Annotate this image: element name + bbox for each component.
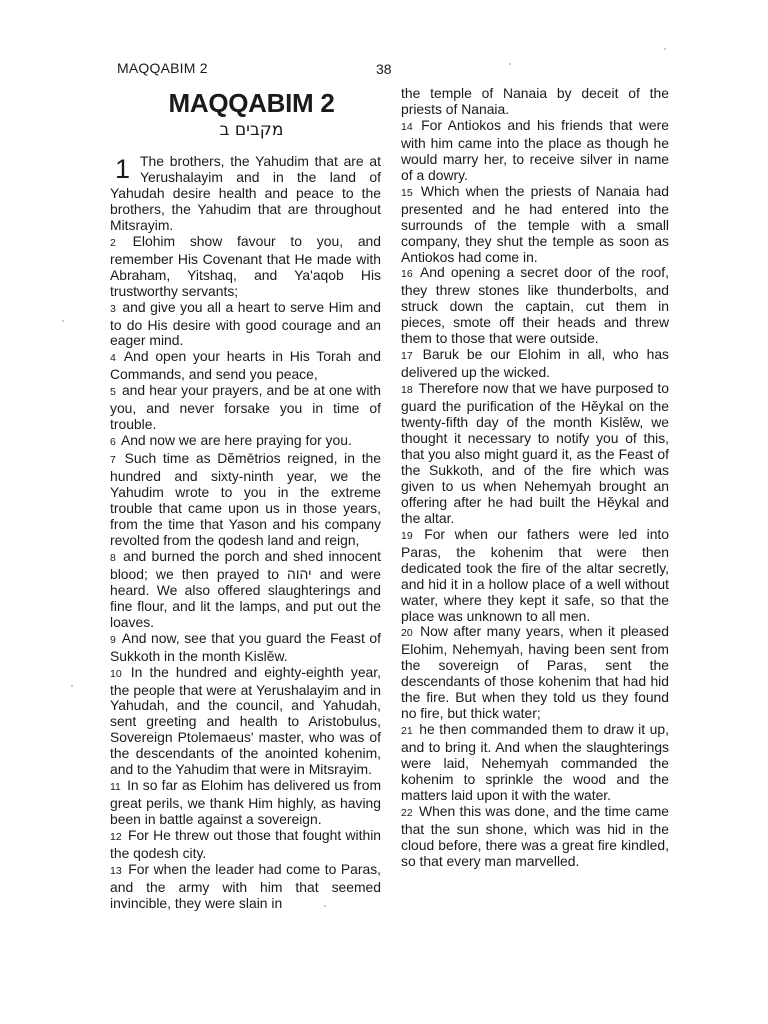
- verse: [401, 184, 669, 266]
- verse-text: and hear your prayers, and be at one with you, and never forsake you in time of trouble.: [110, 382, 382, 433]
- verse-number: 5: [110, 386, 116, 399]
- verse-text: In the hundred and eighty-eighth year, the people that were at Yerushalayim and in Yahudah, and the council, and Yahudah, sent greeting and health to Aristobulus, Sovereign Ptolemaeus' master, who was of the descendants of the anointed kohenim, and to the Yahudim that were in Mitsrayim.: [110, 663, 382, 778]
- verse-number: 14: [401, 120, 413, 133]
- verse-number: 10: [110, 667, 122, 680]
- verse: [110, 631, 381, 665]
- book-subtitle: מקבים ב: [219, 120, 284, 140]
- verse-number: 9: [110, 633, 116, 646]
- right-column: [401, 86, 669, 870]
- scan-speck: [324, 905, 326, 907]
- verse-number: 15: [401, 186, 413, 199]
- running-head: MAQQABIM 2: [117, 60, 208, 76]
- verse: [401, 347, 669, 381]
- book-title: MAQQABIM 2: [168, 88, 335, 118]
- verse-text: Such time as Dĕmētrios reigned, in the hundred and sixty-ninth year, we the Yahudim wrote to you in the extreme trouble that came upon us in those years, from the time that Yason and his company revolted from the qodesh land and reign,: [110, 450, 382, 548]
- scan-speck: [71, 685, 73, 687]
- verse: [110, 862, 381, 912]
- left-verse-list: [110, 234, 381, 912]
- right-verse-list: [401, 86, 669, 870]
- verse-number: 17: [401, 350, 413, 363]
- verse-number: 11: [110, 781, 121, 794]
- verse-text: For when the leader had come to Paras, and the army with him that seemed invincible, they were slain in: [110, 860, 381, 911]
- scan-speck: [62, 320, 64, 322]
- verse: [401, 118, 669, 184]
- verse-text: For Antiokos and his friends that were with him came into the place as though he would marry her, to receive silver in name of a dowry.: [401, 116, 669, 183]
- verse-number: 7: [110, 454, 116, 467]
- verse-text: Baruk be our Elohim in all, who has delivered up the wicked.: [401, 346, 670, 381]
- verse: [110, 828, 381, 862]
- verse: [110, 778, 381, 828]
- verse: [401, 804, 669, 870]
- verse: [110, 300, 381, 350]
- verse: [110, 549, 381, 631]
- verse-text: and give you all a heart to serve Him and to do His desire with good courage and an eager mind.: [110, 298, 381, 349]
- verse-number: 3: [110, 302, 116, 315]
- page-number: 38: [376, 61, 392, 77]
- verse: [401, 527, 669, 625]
- verse: [401, 624, 669, 722]
- verse-text: the temple of Nanaia by deceit of the priests of Nanaia.: [401, 85, 669, 117]
- verse-text: And now, see that you guard the Feast of Sukkoth in the month Kislĕw.: [110, 629, 382, 664]
- verse-number: 6: [110, 436, 116, 449]
- scan-speck: [509, 63, 511, 65]
- verse-number: 12: [110, 831, 122, 844]
- verse-number: 21: [401, 725, 413, 738]
- verse: [110, 349, 381, 383]
- verse-number: 16: [401, 268, 413, 281]
- verse-text: When this was done, and the time came that the sun shone, which was hid in the cloud before, there was a great fire kindled, so that every man marvelled.: [401, 802, 669, 869]
- scan-speck: [664, 48, 666, 50]
- verse-number: 13: [110, 864, 122, 877]
- verse-text: For when our fathers were led into Paras, the kohenim that were then dedicated took the fire of the altar secretly, and hid it in a hollow place of a well without water, where they kept it safe, so that the place was unknown to all men.: [401, 525, 670, 624]
- verse-text: Which when the priests of Nanaia had presented and he had entered into the surrounds of the temple with a small company, they shut the temple as soon as Antiokos had come in.: [401, 182, 669, 265]
- verse-number: 22: [401, 806, 413, 819]
- verse: [401, 86, 669, 118]
- verse-text: The brothers, the Yahudim that are at Yerushalayim and in the land of Yahudah desire health and peace to the brothers, the Yahudim that are throughout Mitsrayim.: [110, 153, 381, 233]
- chapter-opening-verse: [110, 154, 381, 234]
- verse-text: he then commanded them to draw it up, and to bring it. And when the slaughterings were laid, Nehemyah commanded the kohenim to sprinkle the wood and the matters laid upon it with the water.: [401, 721, 669, 803]
- verse-number: 8: [110, 551, 116, 564]
- verse-text: Elohim show favour to you, and remember His Covenant that He made with Abraham, Yitshaq, and Ya'aqob His trustworthy servants;: [110, 232, 381, 299]
- verse: [401, 722, 669, 804]
- verse: [110, 383, 381, 433]
- verse-number: 18: [401, 384, 413, 397]
- verse-number: 2: [110, 236, 116, 249]
- verse-text: And now we are here praying for you.: [120, 432, 352, 449]
- verse-number: 4: [110, 352, 116, 365]
- verse: [110, 433, 381, 451]
- verse-number: 19: [401, 529, 413, 542]
- verse: [401, 265, 669, 347]
- verse-number: 20: [401, 627, 413, 640]
- verse: [401, 381, 669, 527]
- verse-text: And opening a secret door of the roof, they threw stones like thunderbolts, and struck down the captain, cut them in pieces, smote off their heads and threw them to those that were outside.: [401, 264, 669, 347]
- verse: [110, 665, 381, 779]
- verse: [110, 234, 381, 300]
- verse-text: and burned the porch and shed innocent blood; we then prayed to יהוה and were heard. We also offered slaughterings and fine flour, and lit the lamps, and put out the loaves.: [110, 547, 381, 630]
- verse-text: In so far as Elohim has delivered us from great perils, we thank Him highly, as having been in battle against a sovereign.: [110, 777, 382, 828]
- left-column: [110, 88, 381, 912]
- verse: [110, 451, 381, 549]
- verse-text: Now after many years, when it pleased Elohim, Nehemyah, having been sent from the sovereign of Paras, sent the descendants of those kohenim that had hid the fire. But when they told us they found no fire, but thick water;: [401, 623, 670, 722]
- verse-text: And open your hearts in His Torah and Commands, and send you peace,: [110, 348, 381, 383]
- chapter-number: 1: [115, 154, 131, 184]
- verse-text: For He threw out those that fought within the qodesh city.: [110, 827, 382, 862]
- verse-text: Therefore now that we have purposed to guard the purification of the Hĕykal on the twenty-fifth day of the month Kislĕw, we thought it necessary to notify you of this, that you also might guard it, as the Feast of the Sukkoth, and of the fire which was given to us when Nehemyah brought an offering after he had built the Hĕykal and the altar.: [401, 380, 669, 526]
